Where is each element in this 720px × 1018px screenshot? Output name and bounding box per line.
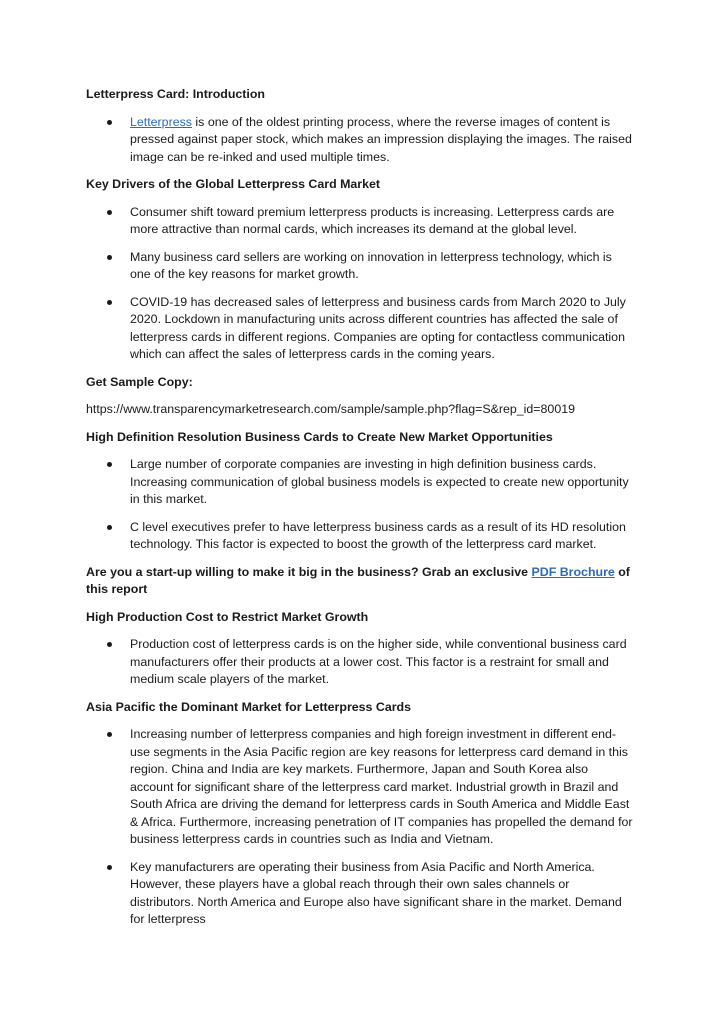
bullet-icon	[107, 210, 112, 215]
list-item	[86, 114, 634, 167]
list-item	[86, 294, 634, 364]
list-item-text: Many business card sellers are working on innovation in letterpress technology, which is one of the key reasons for market growth.	[130, 249, 612, 281]
bullet-icon	[107, 732, 112, 737]
apac-heading: Asia Pacific the Dominant Market for Letterpress Cards	[86, 699, 412, 714]
list-item	[86, 859, 634, 929]
hd-heading: High Definition Resolution Business Cards to Create New Market Opportunities	[86, 429, 553, 444]
bullet-icon	[107, 525, 112, 530]
list-item-text: COVID-19 has decreased sales of letterpress and business cards from March 2020 to July 2020. Lockdown in manufacturing units across different countries has affected the sale of letterpress cards in different regions. Companies are opting for contactless communication which can affect the sales of letterpress cards in the coming years.	[130, 294, 626, 361]
bullet-icon	[107, 255, 112, 260]
list-item-text: Consumer shift toward premium letterpress products is increasing. Letterpress cards are more attractive than normal cards, which increases its demand at the global level.	[130, 204, 615, 236]
list-item-text: C level executives prefer to have letterpress business cards as a result of its HD resolution technology. This factor is expected to boost the growth of the letterpress card market.	[130, 519, 626, 551]
list-item-text: Increasing number of letterpress companies and high foreign investment in different end-use segments in the Asia Pacific region are key reasons for letterpress card demand in this region. China and India are key markets. Furthermore, Japan and South Korea also account for significant share of the letterpress card market. Industrial growth in Brazil and South Africa are driving the demand for letterpress cards in South America and Middle East & Africa. Furthermore, increasing penetration of IT companies has propelled the demand for business letterpress cards in countries such as India and Vietnam.	[130, 727, 633, 846]
bullet-icon	[107, 300, 112, 305]
bullet-icon	[107, 865, 112, 870]
list-item-text: is one of the oldest printing process, where the reverse images of content is pressed against paper stock, which makes an impression displaying the images. The raised image can be re-inked and used multiple times.	[130, 114, 632, 164]
list-item	[86, 636, 634, 689]
drivers-list	[86, 204, 634, 364]
hd-list	[86, 456, 634, 554]
bullet-icon	[107, 462, 112, 467]
sample-url: https://www.transparencymarketresearch.com/sample/sample.php?flag=S&rep_id=80019	[86, 402, 576, 416]
bullet-icon	[107, 120, 112, 125]
intro-heading: Letterpress Card: Introduction	[86, 87, 265, 101]
list-item-text: Key manufacturers are operating their business from Asia Pacific and North America. However, these players have a global reach through their own sales channels or distributors. North America and Europe also have significant share in the market. Demand for letterpress	[130, 859, 622, 926]
bullet-icon	[107, 642, 112, 647]
sample-heading: Get Sample Copy:	[86, 374, 193, 389]
list-item-text: Large number of corporate companies are investing in high definition business cards. Increasing communication of global business models is expected to create new opportunity in this market.	[130, 457, 629, 506]
cost-heading: High Production Cost to Restrict Market Growth	[86, 609, 369, 624]
pdf-brochure-link[interactable]: PDF Brochure	[531, 564, 615, 579]
intro-list	[86, 114, 634, 167]
drivers-heading: Key Drivers of the Global Letterpress Card Market	[86, 177, 381, 191]
list-item	[86, 726, 634, 849]
startup-text-after: of this report	[86, 564, 630, 596]
list-item-text: Production cost of letterpress cards is on the higher side, while conventional business card manufacturers offer their products at a lower cost. This factor is a restraint for small and medium scale players of the market.	[130, 637, 627, 686]
cost-list	[86, 636, 634, 689]
startup-callout	[86, 564, 634, 599]
startup-text-before: Are you a start-up willing to make it big in the business? Grab an exclusive	[86, 564, 532, 579]
letterpress-link[interactable]: Letterpress	[130, 114, 192, 129]
list-item	[86, 519, 634, 554]
apac-list	[86, 726, 634, 929]
list-item	[86, 204, 634, 239]
list-item	[86, 456, 634, 509]
list-item	[86, 249, 634, 284]
